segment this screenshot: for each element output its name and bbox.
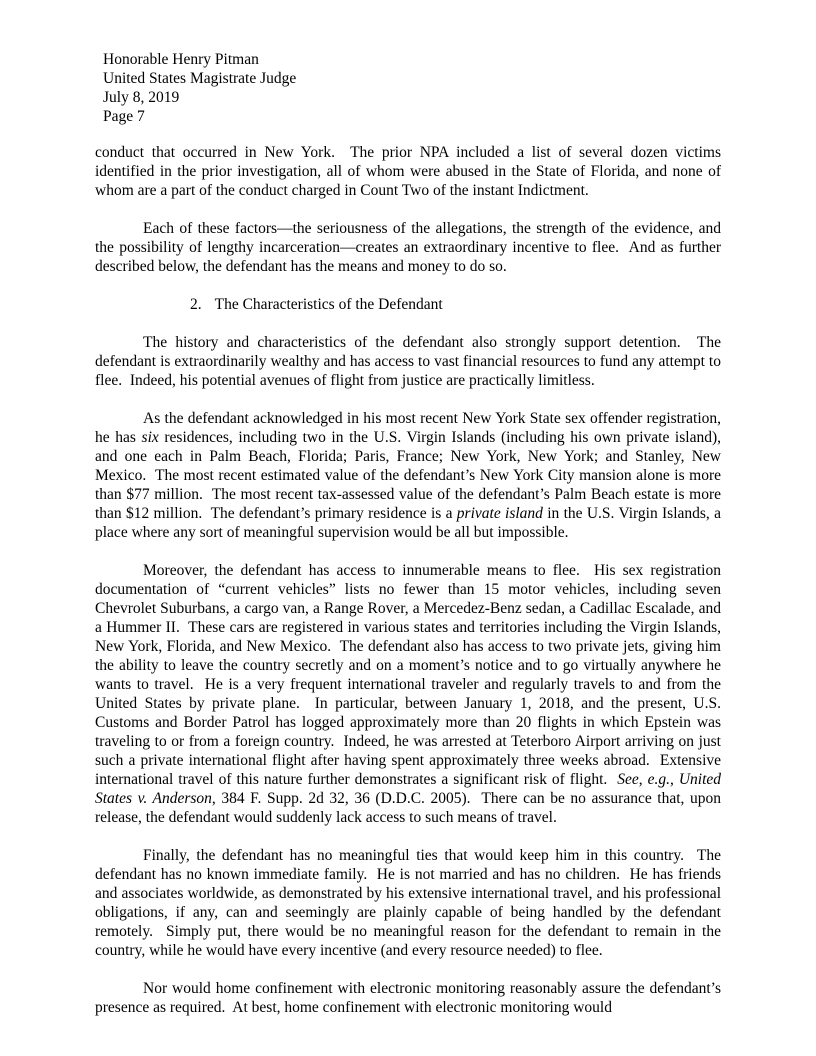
text-run: , 384 F. Supp. 2d 32, 36 (D.D.C. 2005). There can be no assurance that, upon release, the defendant would suddenly lack access to such means of travel. (95, 790, 721, 826)
body-paragraph (95, 561, 721, 827)
document-body (95, 143, 721, 1017)
document-date: July 8, 2019 (103, 89, 180, 106)
letterhead (103, 50, 721, 126)
text-run: , (638, 771, 648, 788)
text-run: Finally, the defendant has no meaningful ties that would keep him in this country. The defendant has no known immediate family. He is not married and has no children. He has friends and associates worldwide, as demonstrated by his extensive international travel, and his professional obligations, if any, can and seemingly are plainly capable of being handled by the defendant remotely. Simply put, there would be no meaningful reason for the defendant to remain in the country, while he would have every incentive (and every resource needed) to flee. (95, 847, 721, 959)
text-run: Each of these factors—the seriousness of the allegations, the strength of the evidence, and the possibility of lengthy incarceration—creates an extraordinary incentive to flee. And as further described below, the defendant has the means and money to do so. (95, 220, 721, 275)
italic-text-run: United States v. Anderson (95, 771, 722, 807)
text-run: The history and characteristics of the defendant also strongly support detention. The defendant is extraordinarily wealthy and has access to vast financial resources to fund any attempt to flee. Indeed, his potential avenues of flight from justice are practically limitless. (95, 334, 721, 389)
text-run: As the defendant acknowledged in his most recent New York State sex offender registration, he has (95, 410, 721, 446)
body-paragraph (95, 219, 721, 276)
italic-text-run: six (141, 429, 159, 446)
italic-text-run: See (617, 771, 639, 788)
body-paragraph (95, 409, 721, 542)
body-paragraph (95, 846, 721, 960)
text-run: in the U.S. Virgin Islands, a place where any sort of meaningful supervision would be all but impossible. (95, 505, 721, 541)
text-run: , (669, 771, 679, 788)
heading-number: 2. (190, 296, 202, 313)
italic-text-run: private island (456, 505, 543, 522)
body-paragraph (95, 143, 721, 200)
italic-text-run: e.g. (647, 771, 670, 788)
text-run: The Characteristics of the Defendant (214, 296, 443, 313)
text-run: conduct that occurred in New York. The prior NPA included a list of several dozen victims identified in the prior investigation, all of whom were abused in the State of Florida, and none of whom are a part of the conduct charged in Count Two of the instant Indictment. (95, 144, 721, 199)
body-paragraph (95, 979, 721, 1017)
body-paragraph (95, 333, 721, 390)
text-run: Nor would home confinement with electronic monitoring reasonably assure the defendant’s presence as required. At best, home confinement with electronic monitoring would (95, 980, 721, 1016)
section-heading (190, 295, 721, 314)
text-run: Moreover, the defendant has access to innumerable means to flee. His sex registration documentation of “current vehicles” lists no fewer than 15 motor vehicles, including seven Chevrolet Suburbans, a cargo van, a Range Rover, a Mercedez-Benz sedan, a Cadillac Escalade, and a Hummer II. These cars are registered in various states and territories including the Virgin Islands, New York, Florida, and New Mexico. The defendant also has access to two private jets, giving him the ability to leave the country secretly and on a moment’s notice and to go virtually anywhere he wants to travel. He is a very frequent international traveler and regularly travels to and from the United States by private plane. In particular, between January 1, 2018, and the present, U.S. Customs and Border Patrol has logged approximately more than 20 flights in which Epstein was traveling to or from a foreign country. Indeed, he was arrested at Teterboro Airport arriving on just such a private international flight after having spent approximately three weeks abroad. Extensive international travel of this nature further demonstrates a significant risk of flight. (95, 562, 721, 788)
addressee-title: United States Magistrate Judge (103, 70, 297, 87)
text-run: residences, including two in the U.S. Virgin Islands (including his own private island), and one each in Palm Beach, Florida; Paris, France; New York, New York; and Stanley, New Mexico. The most recent estimated value of the defendant’s New York City mansion alone is more than $77 million. The most recent tax-assessed value of the defendant’s Palm Beach estate is more than $12 million. The defendant’s primary residence is a (95, 429, 721, 522)
addressee-name: Honorable Henry Pitman (103, 51, 259, 68)
page-number: Page 7 (103, 108, 145, 125)
